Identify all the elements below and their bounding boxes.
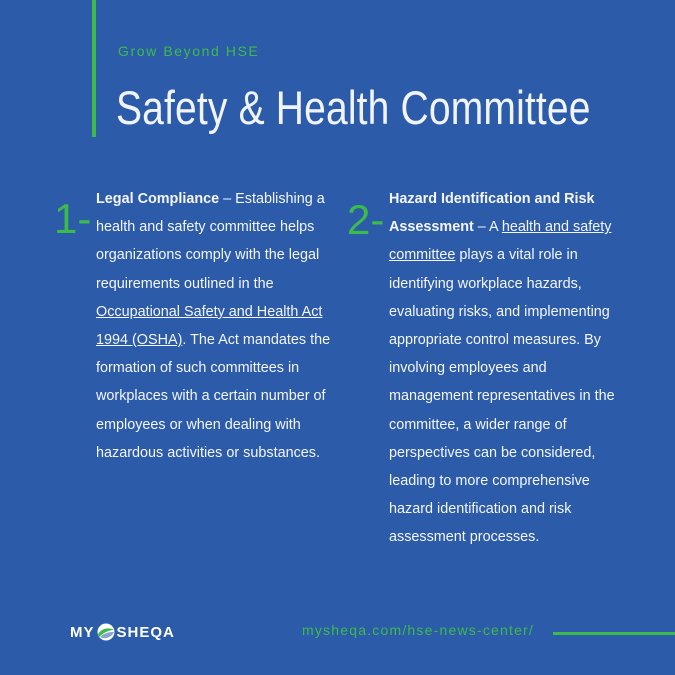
hsc-link[interactable]: health and safety committee xyxy=(389,219,612,264)
page-title: Safety & Health Committee xyxy=(116,81,591,134)
point-text: . The Act mandates the formation of such committees in workplaces with a certain number of employees or when dealing with hazardous activities or substances. xyxy=(96,332,331,461)
point-number: 1- xyxy=(54,195,92,242)
mysheqa-logo[interactable] xyxy=(70,622,175,642)
website-url[interactable]: mysheqa.com/hse-news-center/ xyxy=(302,622,535,638)
heading-separator: – xyxy=(219,191,236,207)
point-number: 2- xyxy=(347,196,385,243)
point-text: plays a vital role in identifying workplace hazards, evaluating risks, and implementing appropriate control measures. By involving employees and management representatives in the committee, a wider range of perspectives can be considered, leading to more comprehensive hazard identification and risk assessment processes. xyxy=(389,247,615,546)
accent-bar xyxy=(92,0,96,137)
point-legal-compliance xyxy=(96,185,334,467)
logo-text-left: MY xyxy=(70,623,95,641)
point-heading: Legal Compliance xyxy=(96,191,220,207)
heading-separator: – A xyxy=(473,219,502,236)
point-text: Establishing a health and safety committee helps organizations comply with the legal requirements outlined in the xyxy=(96,191,325,292)
point-heading: Hazard Identification and Risk Assessment xyxy=(389,191,595,236)
logo-text-right: SHEQA xyxy=(116,623,175,641)
globe-icon xyxy=(96,622,116,642)
osha-link[interactable]: Occupational Safety and Health Act 1994 (OSHA) xyxy=(96,303,323,349)
footer-divider xyxy=(553,632,675,635)
point-hazard-identification xyxy=(389,185,631,552)
subtitle: Grow Beyond HSE xyxy=(118,43,260,59)
